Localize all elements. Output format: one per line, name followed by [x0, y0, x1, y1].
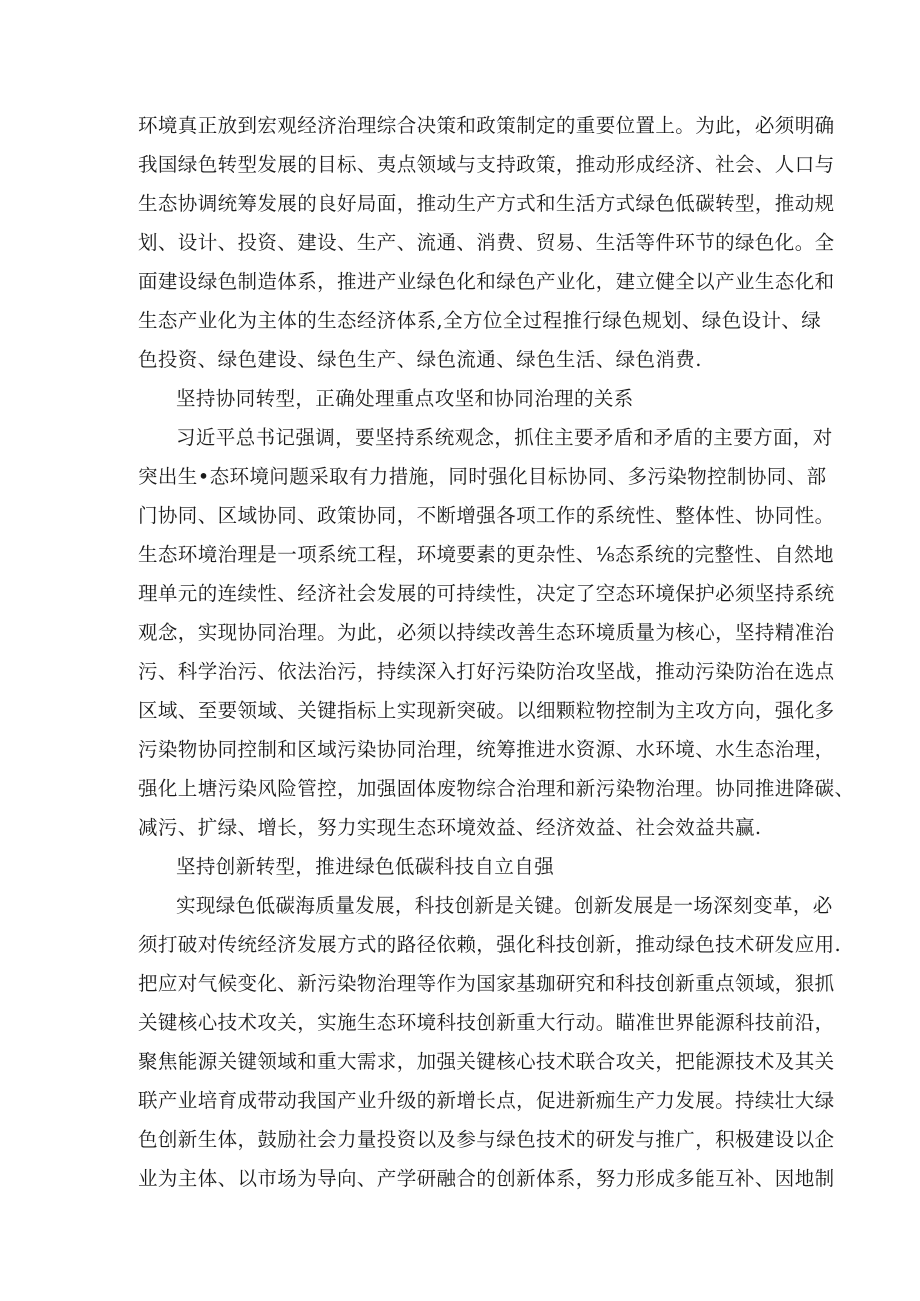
text-line: 面建设绿色制造体系，推进产业绿色化和绿色产业化，建立健全以产业生态化和 — [138, 270, 835, 293]
heading-line: 坚持协同转型，正确处理重点攻坚和协同治理的关系 — [176, 387, 634, 410]
text-line: 环境真正放到宏观经济治理综合决策和政策制定的重要位置上。为此，必须明确 — [138, 114, 835, 137]
section-heading-innovation-transition — [138, 847, 784, 886]
text-line: 我国绿色转型发展的目标、夷点领域与支持政策，推动形成经济、社会、人口与 — [138, 153, 835, 176]
paragraph-coordinated-governance — [138, 418, 855, 847]
text-line: 聚焦能源关键领域和重大需求，加强关键核心技术联合攻关，把能源技术及其关 — [138, 1050, 835, 1073]
text-line: 色创新生体，鼓励社会力量投资以及参与绿色技术的研发与推广，积极建设以企 — [138, 1128, 835, 1151]
text-line: 生态环境治理是一项系统工程，环境要素的更杂性、⅛态系统的完整性、自然地 — [138, 543, 834, 566]
text-line: 生态产业化为主体的生态经济体系,全方位全过程推行绿色规划、绿色设计、绿 — [138, 309, 822, 332]
text-line: 联产业培育成带动我国产业升级的新增长点，促进新痂生产力发展。持续壮大绿 — [138, 1089, 835, 1112]
heading-line: 坚持创新转型，推进绿色低碳科技自立自强 — [176, 855, 555, 878]
text-line: 强化上塘污染风险管控，加强固体废物综合治理和新污染物治理。协同推进降碳、 — [138, 777, 855, 800]
text-line: 观念，实现协同治理。为此，必须以持续改善生态环境质量为核心，坚持精准治 — [138, 621, 835, 644]
text-line: 须打破对传统经济发展方式的路径依赖，强化科技创新，推动绿色技术研发应用. — [138, 933, 842, 956]
text-line: 业为主体、以市场为导向、产学研融合的创新体系，努力形成多能互补、因地制 — [138, 1167, 835, 1190]
text-line: 区域、至要领域、关键指标上实现新突破。以细颗粒物控制为主攻方向，强化多 — [138, 699, 835, 722]
text-line: 突出生•态环境问题采取有力措施，同时强化目标协同、多污染物控制协同、部 — [138, 465, 827, 488]
paragraph-technology-innovation — [138, 886, 842, 1198]
document-page — [138, 106, 855, 1198]
text-line: 划、设计、投资、建设、生产、流通、消费、贸易、生活等件环节的绿色化。全 — [138, 231, 835, 254]
text-line: 把应对气候变化、新污染物治理等作为国家基珈研究和科技创新重点领域，狠抓 — [138, 972, 835, 995]
paragraph-green-transition — [138, 106, 835, 379]
text-line: 理单元的连续性、经济社会发展的可持续性，决定了空态环境保护必须坚持系统 — [138, 582, 835, 605]
text-line: 实现绿色低碳海质量发展，科技创新是关键。创新发展是一场深刻变革，必 — [176, 894, 833, 917]
text-line: 污染物协同控制和区域污染协同治理，统筹推进水资源、水环境、水生态治理， — [138, 738, 835, 761]
text-line: 关键核心技术攻关，实施生态环境科技创新重大行动。瞄准世界能源科技前沿， — [138, 1011, 835, 1034]
text-line: 门协同、区域协同、政策协同，不断增强各项工作的系统性、整体性、协同性。 — [138, 504, 835, 527]
text-line: 习近平总书记强调，要坚持系统观念，抓住主要矛盾和矛盾的主要方面，对 — [176, 426, 833, 449]
text-line: 生态协调统筹发展的良好局面，推动生产方式和生活方式绿色低碳转型，推动规 — [138, 192, 835, 215]
text-line: 污、科学治污、依法治污，持续深入打好污染防治攻坚战，推动污染防治在选点 — [138, 660, 835, 683]
section-heading-coordinated-transition — [138, 379, 784, 418]
text-line: 色投资、绿色建设、绿色生产、绿色流通、绿色生活、绿色消费. — [138, 348, 702, 371]
text-line: 减污、扩绿、增长，努力实现生态环境效益、经济效益、社会效益共赢. — [138, 816, 762, 839]
